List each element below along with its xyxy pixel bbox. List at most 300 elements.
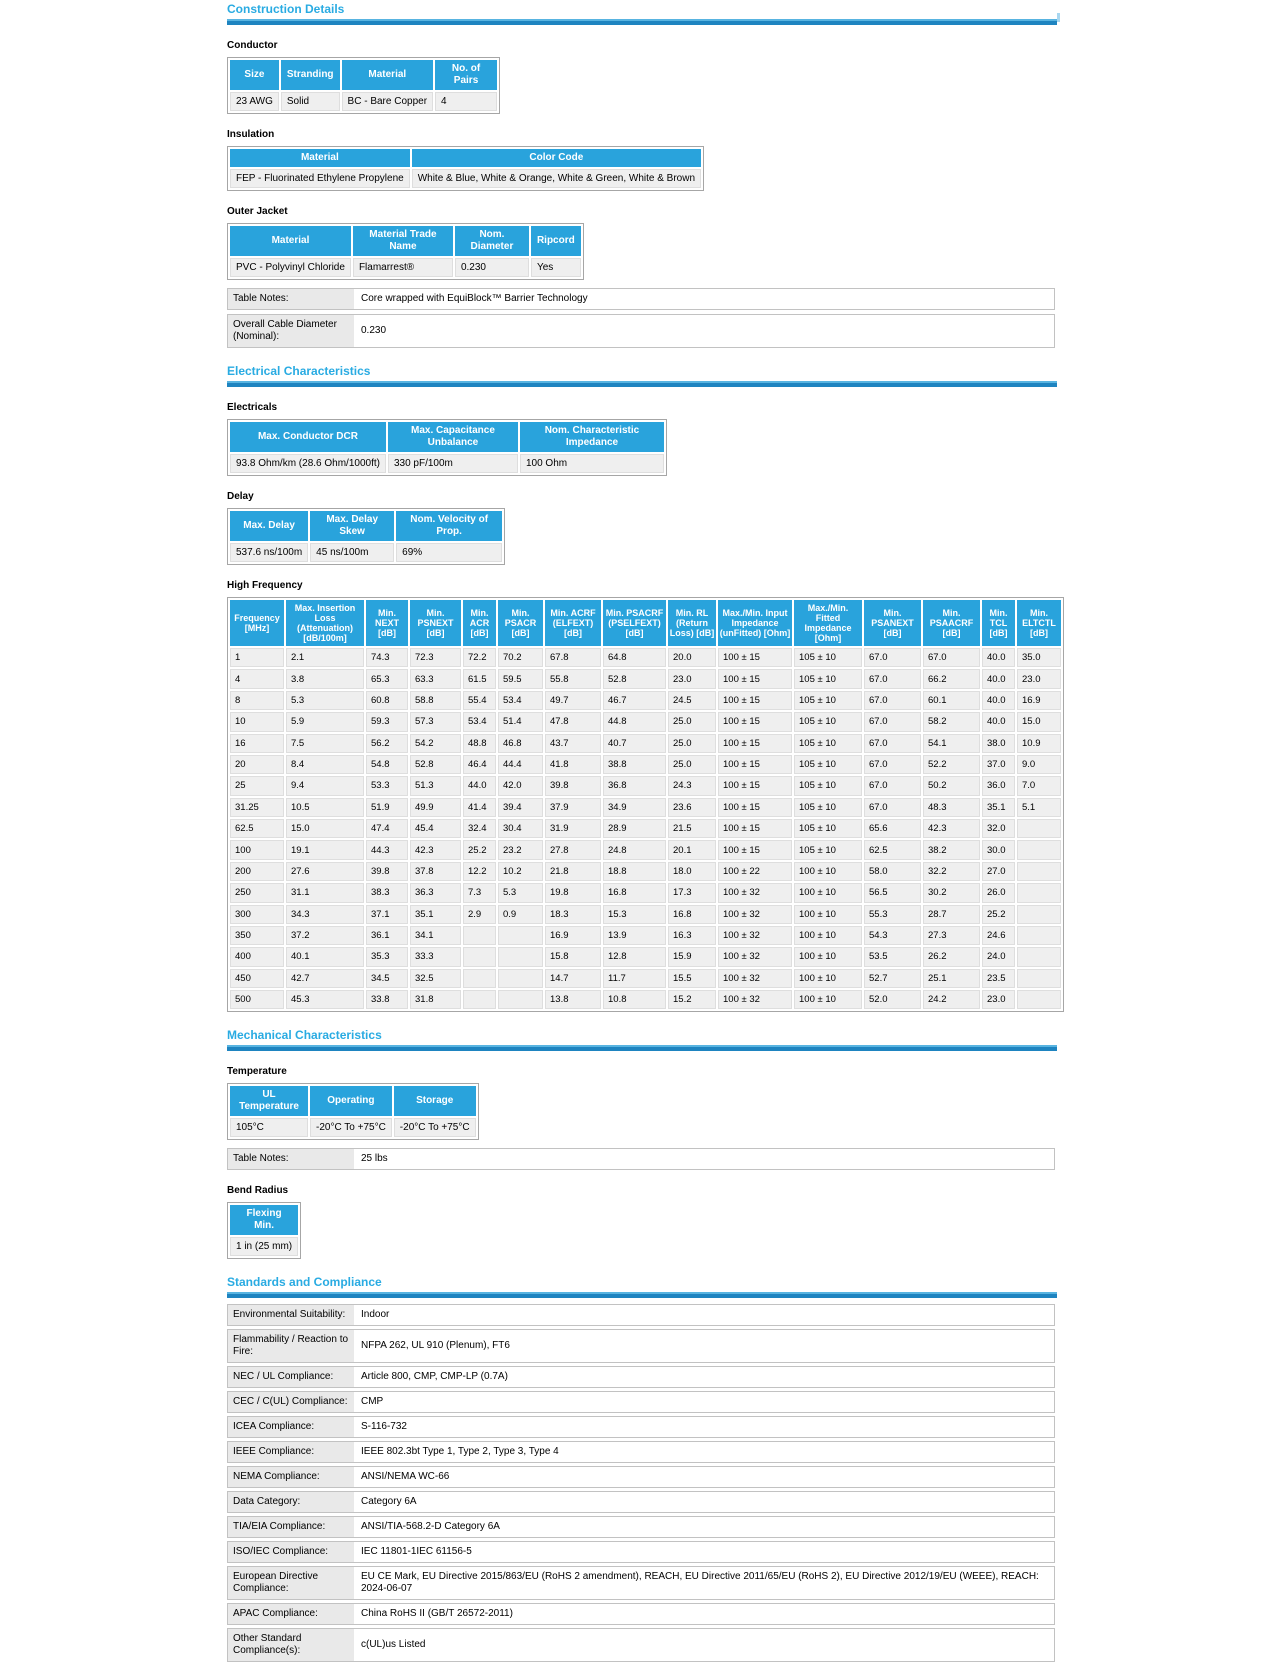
table-cell: 23.0 (668, 669, 716, 688)
table-cell: 100 ± 32 (718, 883, 792, 902)
compliance-value: c(UL)us Listed (361, 1639, 426, 1651)
table-cell: 35.1 (982, 798, 1015, 817)
table-cell: 53.4 (498, 691, 543, 710)
table-cell: 70.2 (498, 648, 543, 667)
table-cell (1017, 862, 1061, 881)
column-header: Material (230, 149, 410, 167)
table-cell: 105 ± 10 (794, 840, 862, 859)
table-cell: 450 (230, 969, 284, 988)
table-row (230, 454, 664, 473)
table-cell: 35.3 (366, 947, 408, 966)
table-cell: 26.2 (923, 947, 980, 966)
table-cell: 51.3 (410, 776, 461, 795)
compliance-label: Flammability / Reaction to Fire: (228, 1330, 356, 1362)
table-row (230, 691, 1061, 710)
section-electrical (227, 364, 1057, 1012)
table-cell: 8 (230, 691, 284, 710)
table-cell: 37.2 (286, 926, 364, 945)
table-cell: 1 (230, 648, 284, 667)
table-cell: 19.1 (286, 840, 364, 859)
table-cell (1017, 926, 1061, 945)
table-cell: 10.8 (603, 990, 666, 1009)
table-cell: 59.3 (366, 712, 408, 731)
section-title-electrical: Electrical Characteristics (227, 364, 371, 378)
bend-radius-label: Bend Radius (227, 1185, 289, 1197)
temperature-label: Temperature (227, 1066, 287, 1078)
column-header: Max. Conductor DCR (230, 422, 386, 452)
table-cell: 72.3 (410, 648, 461, 667)
table-row (230, 755, 1061, 774)
table-cell: 16 (230, 734, 284, 753)
table-cell: 25.0 (668, 712, 716, 731)
section-divider (227, 19, 1057, 25)
table-cell: -20°C To +75°C (394, 1118, 476, 1137)
table-row (230, 862, 1061, 881)
table-cell: 15.2 (668, 990, 716, 1009)
compliance-row (227, 1491, 1055, 1513)
table-cell: 15.8 (545, 947, 601, 966)
table-cell: 44.8 (603, 712, 666, 731)
column-header: Operating (310, 1086, 392, 1116)
table-cell: 47.8 (545, 712, 601, 731)
table-cell: 32.4 (463, 819, 496, 838)
table-cell: 52.8 (603, 669, 666, 688)
table-cell: 105°C (230, 1118, 308, 1137)
column-header: Size (230, 60, 279, 90)
compliance-value: IEEE 802.3bt Type 1, Type 2, Type 3, Type 4 (361, 1446, 559, 1458)
column-header: Min. ELTCTL [dB] (1017, 600, 1061, 646)
table-cell: 54.3 (864, 926, 921, 945)
table-cell: 65.6 (864, 819, 921, 838)
table-cell: 18.0 (668, 862, 716, 881)
table-cell: 34.9 (603, 798, 666, 817)
header-row (230, 149, 701, 167)
table-cell: 12.2 (463, 862, 496, 881)
table-cell: 67.0 (864, 669, 921, 688)
table-cell: 100 ± 15 (718, 776, 792, 795)
table-cell (498, 969, 543, 988)
column-header: Min. NEXT [dB] (366, 600, 408, 646)
compliance-value: NFPA 262, UL 910 (Plenum), FT6 (361, 1340, 510, 1352)
table-cell: 38.3 (366, 883, 408, 902)
table-cell: 67.0 (864, 648, 921, 667)
overall-diameter-value: 0.230 (361, 325, 387, 336)
table-cell: 100 ± 32 (718, 990, 792, 1009)
table-cell: 43.7 (545, 734, 601, 753)
high-frequency-table (227, 597, 1064, 1012)
table-cell: 54.2 (410, 734, 461, 753)
compliance-label: APAC Compliance: (228, 1604, 356, 1624)
table-row (230, 947, 1061, 966)
compliance-label: Data Category: (228, 1492, 356, 1512)
column-header: Min. RL (Return Loss) [dB] (668, 600, 716, 646)
table-cell: 24.2 (923, 990, 980, 1009)
temperature-table (227, 1083, 479, 1140)
table-cell: 42.7 (286, 969, 364, 988)
table-cell: 46.7 (603, 691, 666, 710)
table-cell: BC - Bare Copper (342, 92, 433, 111)
header-row (230, 511, 502, 541)
table-row (230, 1118, 476, 1137)
column-header: Nom. Diameter (455, 226, 529, 256)
table-row (230, 258, 581, 277)
section-title-construction: Construction Details (227, 2, 345, 16)
table-cell: 330 pF/100m (388, 454, 518, 473)
table-cell: 74.3 (366, 648, 408, 667)
table-cell: 51.9 (366, 798, 408, 817)
table-cell: 23.0 (982, 990, 1015, 1009)
table-cell: 67.0 (864, 734, 921, 753)
column-header: Max. Delay Skew (310, 511, 394, 541)
header-row (230, 1205, 298, 1235)
column-header: No. of Pairs (435, 60, 497, 90)
column-header: Nom. Characteristic Impedance (520, 422, 664, 452)
compliance-row (227, 1304, 1055, 1326)
compliance-value: CMP (361, 1396, 384, 1408)
table-cell: 16.3 (668, 926, 716, 945)
table-row (230, 819, 1061, 838)
column-header: UL Temperature (230, 1086, 308, 1116)
table-cell: 60.8 (366, 691, 408, 710)
compliance-label: NEC / UL Compliance: (228, 1367, 356, 1387)
bend-radius-table (227, 1202, 301, 1259)
table-cell: 24.6 (982, 926, 1015, 945)
compliance-row (227, 1516, 1055, 1538)
table-cell: 52.8 (410, 755, 461, 774)
insulation-label: Insulation (227, 129, 275, 140)
table-cell: 100 ± 10 (794, 990, 862, 1009)
table-cell: 20 (230, 755, 284, 774)
compliance-row (227, 1366, 1055, 1388)
table-cell: 52.0 (864, 990, 921, 1009)
table-cell: 10.9 (1017, 734, 1061, 753)
outer-jacket-table (227, 223, 584, 280)
table-cell: 64.8 (603, 648, 666, 667)
table-cell: 10 (230, 712, 284, 731)
section-construction (227, 2, 1057, 348)
overall-diameter-label: Overall Cable Diameter (Nominal): (228, 315, 356, 347)
table-cell: 7.0 (1017, 776, 1061, 795)
table-cell: 27.6 (286, 862, 364, 881)
overall-diameter-row (227, 314, 1055, 348)
table-cell: 51.4 (498, 712, 543, 731)
table-cell: 40.0 (982, 669, 1015, 688)
table-cell (1017, 990, 1061, 1009)
table-cell: 23.2 (498, 840, 543, 859)
table-cell: 34.5 (366, 969, 408, 988)
insulation-table (227, 146, 704, 191)
table-cell: 15.0 (286, 819, 364, 838)
table-cell: 39.4 (498, 798, 543, 817)
table-cell: 27.0 (982, 862, 1015, 881)
table-cell: 15.3 (603, 905, 666, 924)
table-cell: 105 ± 10 (794, 755, 862, 774)
table-cell: 30.2 (923, 883, 980, 902)
table-cell: 56.2 (366, 734, 408, 753)
table-cell: 10.5 (286, 798, 364, 817)
table-cell: 38.2 (923, 840, 980, 859)
table-cell: 40.0 (982, 691, 1015, 710)
table-cell: 49.9 (410, 798, 461, 817)
table-cell (1017, 947, 1061, 966)
table-cell: 100 ± 15 (718, 819, 792, 838)
compliance-row (227, 1541, 1055, 1563)
table-cell: 28.9 (603, 819, 666, 838)
table-row (230, 712, 1061, 731)
table-row (230, 669, 1061, 688)
column-header: Color Code (412, 149, 701, 167)
table-cell: 67.0 (864, 798, 921, 817)
table-cell: 19.8 (545, 883, 601, 902)
table-cell: 23 AWG (230, 92, 279, 111)
table-cell: 250 (230, 883, 284, 902)
table-cell: PVC - Polyvinyl Chloride (230, 258, 351, 277)
column-header: Min. TCL [dB] (982, 600, 1015, 646)
table-cell: 53.5 (864, 947, 921, 966)
column-header: Nom. Velocity of Prop. (396, 511, 502, 541)
table-cell: 40.7 (603, 734, 666, 753)
table-cell: 34.3 (286, 905, 364, 924)
column-header: Min. PSNEXT [dB] (410, 600, 461, 646)
table-cell: 44.0 (463, 776, 496, 795)
table-cell (498, 947, 543, 966)
table-cell: 3.8 (286, 669, 364, 688)
table-cell: 42.0 (498, 776, 543, 795)
table-cell: 24.5 (668, 691, 716, 710)
electricals-table (227, 419, 667, 476)
compliance-row (227, 1329, 1055, 1363)
table-cell: 100 ± 10 (794, 947, 862, 966)
column-header: Max. Capacitance Unbalance (388, 422, 518, 452)
section-mechanical (227, 1028, 1057, 1259)
table-cell: Yes (531, 258, 581, 277)
table-cell: 34.1 (410, 926, 461, 945)
scrollbar-thumb[interactable] (1057, 13, 1060, 22)
table-cell: 28.7 (923, 905, 980, 924)
table-cell: 105 ± 10 (794, 798, 862, 817)
table-cell: 32.5 (410, 969, 461, 988)
compliance-row (227, 1441, 1055, 1463)
table-row (230, 883, 1061, 902)
table-cell (1017, 905, 1061, 924)
table-cell: 38.8 (603, 755, 666, 774)
compliance-label: ISO/IEC Compliance: (228, 1542, 356, 1562)
table-cell: 32.2 (923, 862, 980, 881)
table-cell: 55.3 (864, 905, 921, 924)
table-cell: 20.0 (668, 648, 716, 667)
table-cell: 100 ± 22 (718, 862, 792, 881)
table-cell: 58.8 (410, 691, 461, 710)
table-cell: 53.4 (463, 712, 496, 731)
table-cell: 105 ± 10 (794, 691, 862, 710)
high-frequency-label: High Frequency (227, 580, 303, 591)
table-cell: 105 ± 10 (794, 669, 862, 688)
column-header: Min. ACRF (ELFEXT) [dB] (545, 600, 601, 646)
table-cell: 11.7 (603, 969, 666, 988)
table-row (230, 169, 701, 188)
table-cell: 21.8 (545, 862, 601, 881)
table-cell: 24.3 (668, 776, 716, 795)
outer-jacket-label: Outer Jacket (227, 206, 288, 217)
compliance-value: ANSI/NEMA WC-66 (361, 1471, 450, 1483)
table-cell: 12.8 (603, 947, 666, 966)
table-cell: 300 (230, 905, 284, 924)
table-cell: 5.1 (1017, 798, 1061, 817)
table-cell: 2.9 (463, 905, 496, 924)
table-cell: 36.0 (982, 776, 1015, 795)
table-cell: 16.9 (545, 926, 601, 945)
table-cell: 100 ± 15 (718, 691, 792, 710)
table-cell: Solid (281, 92, 340, 111)
table-cell: 59.5 (498, 669, 543, 688)
table-cell: 100 Ohm (520, 454, 664, 473)
table-cell: 67.0 (864, 691, 921, 710)
table-cell: 4 (230, 669, 284, 688)
table-cell: 0.230 (455, 258, 529, 277)
table-cell: 31.9 (545, 819, 601, 838)
compliance-label: European Directive Compliance: (228, 1567, 356, 1599)
table-cell: 62.5 (230, 819, 284, 838)
table-cell: 100 ± 10 (794, 883, 862, 902)
table-row (230, 926, 1061, 945)
table-cell: 37.9 (545, 798, 601, 817)
table-cell: 15.9 (668, 947, 716, 966)
table-row (230, 543, 502, 562)
table-cell: 350 (230, 926, 284, 945)
table-cell: 18.3 (545, 905, 601, 924)
table-cell: 7.5 (286, 734, 364, 753)
table-cell: 31.1 (286, 883, 364, 902)
compliance-row (227, 1416, 1055, 1438)
column-header: Material Trade Name (353, 226, 453, 256)
table-row (230, 776, 1061, 795)
table-cell: 8.4 (286, 755, 364, 774)
table-cell: 67.0 (864, 776, 921, 795)
table-cell (463, 947, 496, 966)
table-cell (498, 990, 543, 1009)
table-cell: 24.0 (982, 947, 1015, 966)
table-cell: 50.2 (923, 776, 980, 795)
table-cell: 57.3 (410, 712, 461, 731)
table-cell: 63.3 (410, 669, 461, 688)
column-header: Flexing Min. (230, 1205, 298, 1235)
construction-table-notes-row (227, 288, 1055, 310)
table-cell: 60.1 (923, 691, 980, 710)
table-cell: 31.8 (410, 990, 461, 1009)
compliance-value: Article 800, CMP, CMP-LP (0.7A) (361, 1371, 508, 1383)
table-cell: 36.3 (410, 883, 461, 902)
table-cell: 21.5 (668, 819, 716, 838)
table-notes-value: 25 lbs (361, 1153, 388, 1165)
table-row (230, 969, 1061, 988)
section-title-standards: Standards and Compliance (227, 1275, 382, 1290)
delay-label: Delay (227, 491, 254, 502)
header-row (230, 1086, 476, 1116)
table-cell: 9.0 (1017, 755, 1061, 774)
column-header: Material (342, 60, 433, 90)
table-cell: 100 ± 15 (718, 712, 792, 731)
compliance-row (227, 1391, 1055, 1413)
table-cell: 5.3 (286, 691, 364, 710)
table-cell (463, 969, 496, 988)
table-cell: 17.3 (668, 883, 716, 902)
table-cell: 13.8 (545, 990, 601, 1009)
table-cell: 54.8 (366, 755, 408, 774)
table-cell: 100 ± 32 (718, 969, 792, 988)
section-title-mechanical: Mechanical Characteristics (227, 1028, 382, 1043)
table-cell: 500 (230, 990, 284, 1009)
table-cell: 13.9 (603, 926, 666, 945)
table-cell (1017, 883, 1061, 902)
table-cell: 100 ± 15 (718, 734, 792, 753)
table-cell: 31.25 (230, 798, 284, 817)
table-cell: 37.0 (982, 755, 1015, 774)
table-cell: 37.8 (410, 862, 461, 881)
compliance-value: China RoHS II (GB/T 26572-2011) (361, 1608, 513, 1620)
table-cell: 46.4 (463, 755, 496, 774)
table-cell: 537.6 ns/100m (230, 543, 308, 562)
table-cell: 93.8 Ohm/km (28.6 Ohm/1000ft) (230, 454, 386, 473)
column-header: Material (230, 226, 351, 256)
standards-list (227, 1304, 1057, 1662)
column-header: Stranding (281, 60, 340, 90)
table-cell (1017, 819, 1061, 838)
table-cell: 16.8 (668, 905, 716, 924)
column-header: Min. ACR [dB] (463, 600, 496, 646)
table-cell: 69% (396, 543, 502, 562)
table-cell: 55.8 (545, 669, 601, 688)
compliance-value: Category 6A (361, 1496, 417, 1508)
table-cell: 100 ± 32 (718, 905, 792, 924)
table-row (230, 840, 1061, 859)
table-cell: 100 ± 10 (794, 969, 862, 988)
table-cell: 62.5 (864, 840, 921, 859)
compliance-label: IEEE Compliance: (228, 1442, 356, 1462)
table-cell: 36.8 (603, 776, 666, 795)
table-cell: 67.0 (864, 755, 921, 774)
table-cell: 39.8 (366, 862, 408, 881)
datasheet-page (227, 0, 1057, 1662)
table-cell: 100 ± 15 (718, 669, 792, 688)
section-divider (227, 381, 1057, 387)
compliance-row (227, 1628, 1055, 1662)
compliance-row (227, 1566, 1055, 1600)
column-header: Max./Min. Input Impedance (unFitted) [Ohm] (718, 600, 792, 646)
table-cell: 100 ± 15 (718, 798, 792, 817)
table-cell: 72.2 (463, 648, 496, 667)
table-cell: 47.4 (366, 819, 408, 838)
column-header: Frequency [MHz] (230, 600, 284, 646)
table-cell: 67.0 (923, 648, 980, 667)
table-cell: 25.1 (923, 969, 980, 988)
table-cell: 105 ± 10 (794, 776, 862, 795)
header-row (230, 600, 1061, 646)
table-cell: 7.3 (463, 883, 496, 902)
conductor-label: Conductor (227, 40, 278, 51)
table-cell: 40.0 (982, 648, 1015, 667)
table-cell: 100 ± 10 (794, 862, 862, 881)
table-cell: 105 ± 10 (794, 712, 862, 731)
table-cell: 35.0 (1017, 648, 1061, 667)
table-cell: 20.1 (668, 840, 716, 859)
table-cell: 41.4 (463, 798, 496, 817)
table-cell: 49.7 (545, 691, 601, 710)
table-cell: 25.0 (668, 734, 716, 753)
table-cell: 58.2 (923, 712, 980, 731)
conductor-table (227, 57, 500, 114)
table-cell: 25 (230, 776, 284, 795)
table-cell: 44.4 (498, 755, 543, 774)
